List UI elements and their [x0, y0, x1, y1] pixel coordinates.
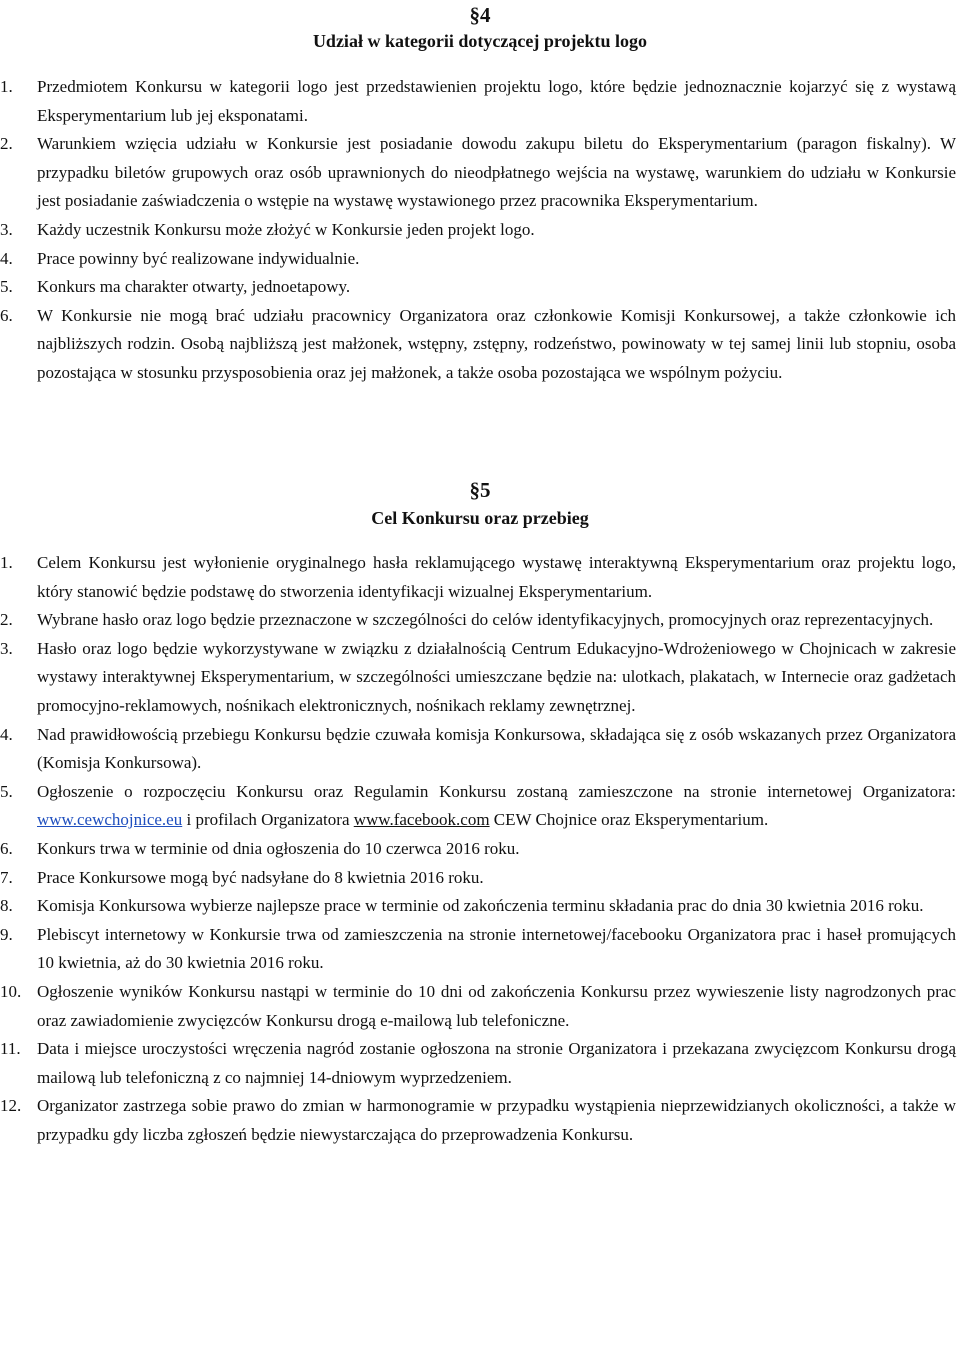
list-item: [0, 1035, 956, 1092]
item-text: Każdy uczestnik Konkursu może złożyć w Konkursie jeden projekt logo.: [37, 219, 535, 239]
item-number: 10.: [0, 981, 22, 1001]
list-item: [0, 635, 956, 721]
item-number: 6.: [0, 838, 13, 858]
item-text: W Konkursie nie mogą brać udziału pracownicy Organizatora oraz członkowie Komisji Konkursowej, a także członkowie ich najbliższych rodzin. Osobą najbliższą jest małżonek, wstępny, zstępny, rodzeństwo, powinowaty w tej samej linii lub stopniu, osoba pozostająca w stosunku przysposobienia oraz jej małżonek, a także osoba pozostająca we wspólnym pożyciu.: [37, 305, 956, 382]
section-4-title: Udział w kategorii dotyczącej projektu logo: [312, 31, 648, 51]
item-text: Celem Konkursu jest wyłonienie oryginalnego hasła reklamującego wystawę interaktywną Eksperymentarium oraz projektu logo, który stanowić będzie podstawę do stworzenia identyfikacji wizualnej Eksperymentarium.: [37, 553, 956, 601]
item-text: Hasło oraz logo będzie wykorzystywane w związku z działalnością Centrum Edukacyjno-Wdrożeniowego w Chojnicach w zakresie wystawy interaktywnej Eksperymentarium, w szczególności umieszczane będzie na: ulotkach, plakatach, w Internecie oraz gadżetach promocyjno-reklamowych, nośnikach elektronicznych, nośnikach reklamy zewnętrznej.: [37, 638, 956, 715]
item-text: Warunkiem wzięcia udziału w Konkursie jest posiadanie dowodu zakupu biletu do Eksperymentarium (paragon fiskalny). W przypadku biletów grupowych oraz osób uprawnionych do nieodpłatnego wejścia na wystawę, warunkiem do udziału w Konkursie jest posiadanie zaświadczenia o wstępie na wystawę wystawionego przez pracownika Eksperymentarium.: [37, 134, 956, 211]
list-item: [0, 130, 956, 216]
section-5-mark: §5: [469, 478, 491, 502]
item-number: 3.: [0, 638, 13, 658]
item-text: Prace Konkursowe mogą być nadsyłane do 8 kwietnia 2016 roku.: [37, 867, 484, 887]
list-item: [0, 302, 956, 388]
item-text: Plebiscyt internetowy w Konkursie trwa od zamieszczenia na stronie internetowej/facebooku Organizatora prac i haseł promujących 10 kwietnia, aż do 30 kwietnia 2016 roku.: [37, 924, 956, 973]
list-item: [0, 778, 956, 835]
item-number: 7.: [0, 867, 13, 887]
item-number: 2.: [0, 134, 13, 154]
item-number: 5.: [0, 781, 13, 801]
item-number: 4.: [0, 724, 13, 744]
list-item: [0, 73, 956, 130]
list-item: [0, 978, 956, 1035]
item-text-after: CEW Chojnice oraz Eksperymentarium.: [489, 810, 769, 830]
item-number: 11.: [0, 1039, 21, 1059]
list-item: [0, 1092, 956, 1149]
item-text-before: Ogłoszenie o rozpoczęciu Konkursu oraz Regulamin Konkursu zostaną zamieszczone na stronie internetowej Organizatora:: [37, 781, 956, 801]
item-number: 3.: [0, 219, 13, 239]
item-number: 8.: [0, 896, 13, 916]
item-number: 12.: [0, 1096, 22, 1116]
facebook-link[interactable]: www.facebook.com: [353, 810, 490, 830]
item-text: Data i miejsce uroczystości wręczenia nagród zostanie ogłoszona na stronie Organizatora i przekazana zwycięzcom Konkursu drogą mailową lub telefoniczną z co najmniej 14-dniowym wyprzedzeniem.: [37, 1039, 956, 1087]
list-item: [0, 921, 956, 978]
item-number: 4.: [0, 248, 13, 268]
item-text: Przedmiotem Konkursu w kategorii logo jest przedstawienien projektu logo, które będzie jednoznacznie kojarzyć się z wystawą Eksperymentarium lub jej eksponatami.: [37, 77, 956, 125]
item-number: 5.: [0, 277, 13, 297]
list-item: [0, 549, 956, 606]
item-text-middle: i profilach Organizatora: [182, 810, 354, 830]
section-4-list: [0, 73, 956, 388]
list-item: [0, 273, 956, 302]
item-text: Konkurs ma charakter otwarty, jednoetapowy.: [37, 277, 351, 297]
section-5-title: Cel Konkursu oraz przebieg: [371, 508, 589, 528]
item-text: Wybrane hasło oraz logo będzie przeznaczone w szczególności do celów identyfikacyjnych, promocyjnych oraz reprezentacyjnych.: [37, 610, 934, 630]
list-item: [0, 721, 956, 778]
item-text: Organizator zastrzega sobie prawo do zmian w harmonogramie w przypadku wystąpienia nieprzewidzianych okoliczności, a także w przypadku gdy liczba zgłoszeń będzie niewystarczająca do przeprowadzenia Konkursu.: [37, 1096, 956, 1144]
item-number: 2.: [0, 610, 13, 630]
item-number: 1.: [0, 77, 13, 96]
section-5-list: [0, 549, 956, 1149]
website-link[interactable]: www.cewchojnice.eu: [37, 810, 183, 830]
item-number: 1.: [0, 553, 13, 572]
item-number: 6.: [0, 305, 13, 325]
list-item: [0, 216, 956, 245]
item-text: Ogłoszenie wyników Konkursu nastąpi w terminie do 10 dni od zakończenia Konkursu przez wywieszenie listy nagrodzonych prac oraz zawiadomienie zwycięzców Konkursu drogą e-mailową lub telefoniczne.: [37, 981, 956, 1030]
list-item: [0, 245, 956, 274]
list-item: [0, 892, 956, 921]
list-item: [0, 835, 956, 864]
item-text: Nad prawidłowością przebiegu Konkursu będzie czuwała komisja Konkursowa, składająca się z osób wskazanych przez Organizatora (Komisja Konkursowa).: [37, 724, 956, 773]
item-text: Konkurs trwa w terminie od dnia ogłoszenia do 10 czerwca 2016 roku.: [37, 838, 520, 858]
section-4-mark: §4: [469, 3, 491, 27]
item-text: Komisja Konkursowa wybierze najlepsze prace w terminie od zakończenia terminu składania prac do dnia 30 kwietnia 2016 roku.: [37, 896, 924, 916]
list-item: [0, 606, 956, 635]
list-item: [0, 864, 956, 893]
item-text: Prace powinny być realizowane indywidualnie.: [37, 248, 360, 268]
item-number: 9.: [0, 924, 13, 944]
